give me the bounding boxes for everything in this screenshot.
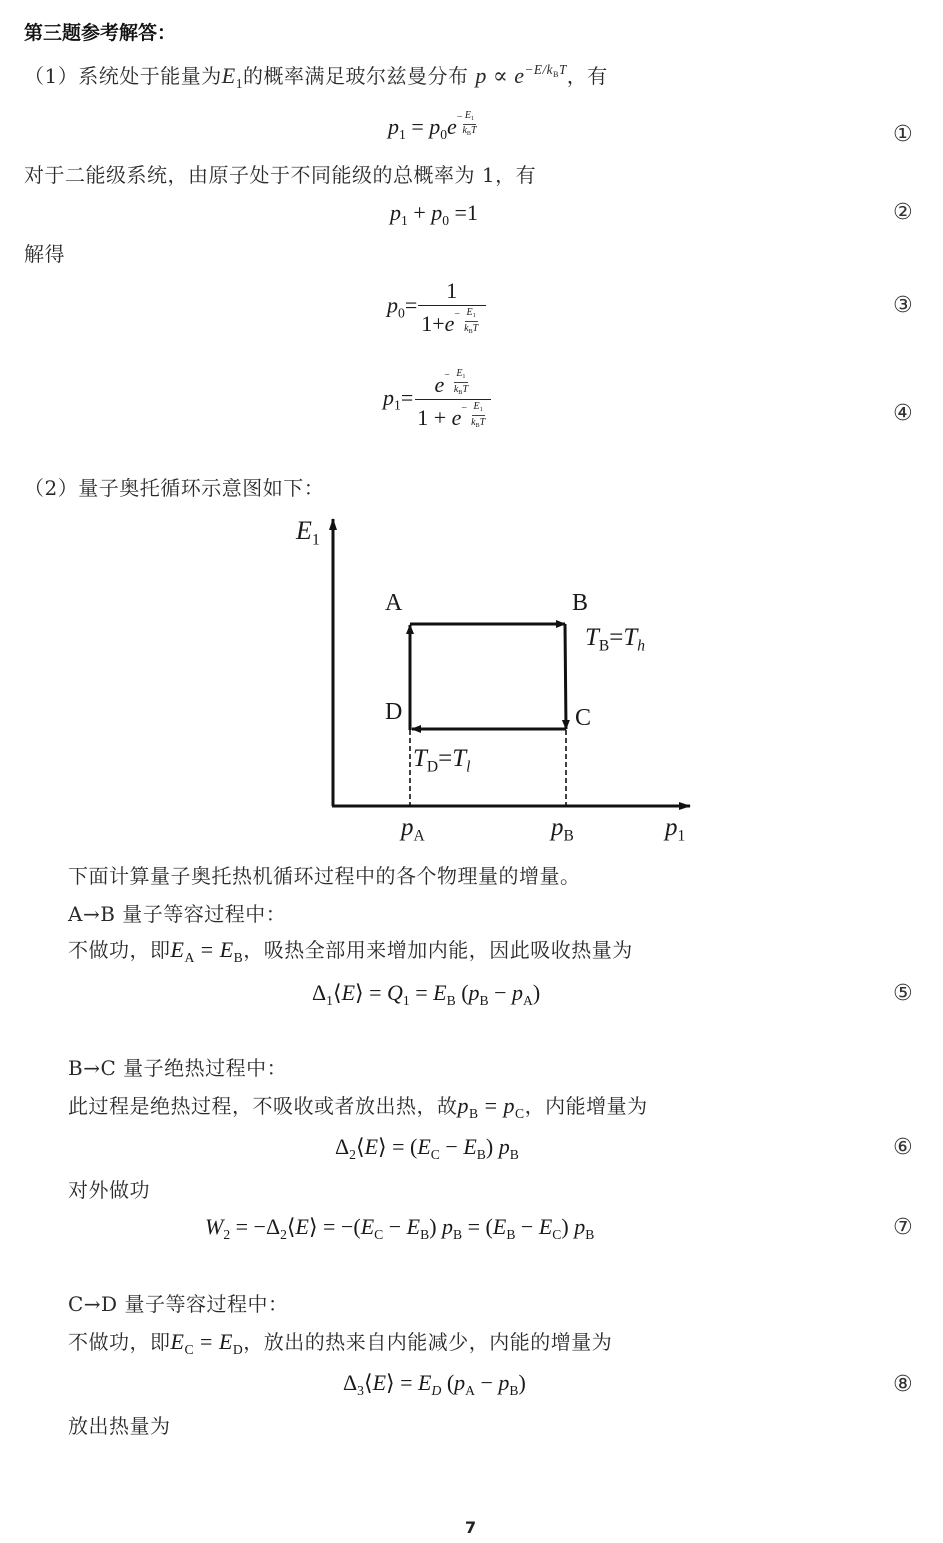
tick-pa-label: $p_A$: [401, 814, 425, 845]
calc-intro: 下面计算量子奥托热机循环过程中的各个物理量的增量。: [68, 864, 581, 888]
point-d-label: D: [385, 699, 403, 725]
equation-number-8: ⑧: [893, 1372, 913, 1397]
section-heading: 第三题参考解答：: [24, 22, 177, 44]
point-c-label: C: [575, 705, 592, 731]
equation-2: $p_1 + p_0 =1$: [390, 200, 478, 228]
point-b-label: B: [572, 590, 589, 616]
bc-text: 此过程是绝热过程，不吸收或者放出热，故$p_B = p_C$，内能增量为: [68, 1093, 648, 1121]
cd-heat-text: 放出热量为: [68, 1414, 171, 1438]
intro-mid: 的概率满足玻尔兹曼分布: [243, 64, 469, 89]
boltzmann-formula: $p \propto e^{-E/k_BT}$: [475, 62, 567, 89]
intro-prefix: （1）系统处于能量为: [24, 64, 222, 89]
ab-text: 不做功，即$E_A = E_B$，吸热全部用来增加内能，因此吸收热量为: [68, 937, 633, 965]
temperature-b-label: $T_B=T_h$: [585, 624, 646, 655]
part1-intro: [24, 58, 608, 96]
intro-suffix: ，有: [566, 64, 608, 89]
equation-number-1: ①: [893, 122, 913, 147]
bc-work-text: 对外做功: [68, 1178, 150, 1202]
equation-6: $\Delta_2⟨E⟩ = (E_C - E_B)$ $p_B$: [335, 1134, 519, 1162]
cd-title: C→D 量子等容过程中：: [68, 1292, 289, 1316]
equation-number-5: ⑤: [893, 981, 913, 1006]
equation-3: $p_0=$ 1 1+e− $\frac{E_1}{k_BT}$: [387, 278, 486, 337]
equation-number-7: ⑦: [893, 1215, 913, 1240]
equation-number-2: ②: [893, 200, 913, 225]
energy-var: $E_1$: [221, 63, 243, 91]
page-number: 7: [465, 1518, 477, 1537]
total-probability-text: 对于二能级系统，由原子处于不同能级的总概率为 1，有: [24, 163, 537, 187]
solve-text: 解得: [24, 242, 65, 266]
equation-4: $p_1=$ e− $\frac{E_1}{k_BT}$ 1 + e− $\frac{E_1}{k_BT}$: [383, 368, 493, 432]
equation-number-6: ⑥: [893, 1135, 913, 1160]
equation-number-3: ③: [893, 293, 913, 318]
bc-title: B→C 量子绝热过程中：: [68, 1056, 288, 1080]
equation-1: $p_1 = p_0e^-$ $\frac{E_1}{k_BT}$: [388, 110, 477, 142]
part2-intro: （2）量子奥托循环示意图如下：: [24, 476, 325, 500]
equation-8: $\Delta_3⟨E⟩ = E_D$ $(p_A - p_B)$: [343, 1370, 526, 1398]
equation-7: $W_2$ = $-\Delta_2⟨E⟩ = -(E_C - E_B) p_B = (E_B - E_C)$ $p_B$: [205, 1214, 595, 1242]
point-a-label: A: [385, 590, 403, 616]
equation-number-4: ④: [893, 401, 913, 426]
ab-title: A→B 量子等容过程中：: [68, 902, 287, 926]
cd-text: 不做功，即$E_C = E_D$，放出的热来自内能减少，内能的增量为: [68, 1329, 613, 1357]
equation-5: $\Delta_1⟨E⟩ = Q_1 = E_B$ $(p_B - p_A)$: [312, 980, 541, 1008]
temperature-d-label: $T_D=T_l$: [413, 745, 471, 776]
tick-pb-label: $p_B$: [551, 814, 574, 845]
path-b-to-c: [565, 624, 566, 729]
otto-cycle-diagram: [280, 505, 720, 850]
y-axis-label: $E_1$: [296, 516, 320, 549]
x-axis-label: $p_1$: [665, 814, 686, 845]
